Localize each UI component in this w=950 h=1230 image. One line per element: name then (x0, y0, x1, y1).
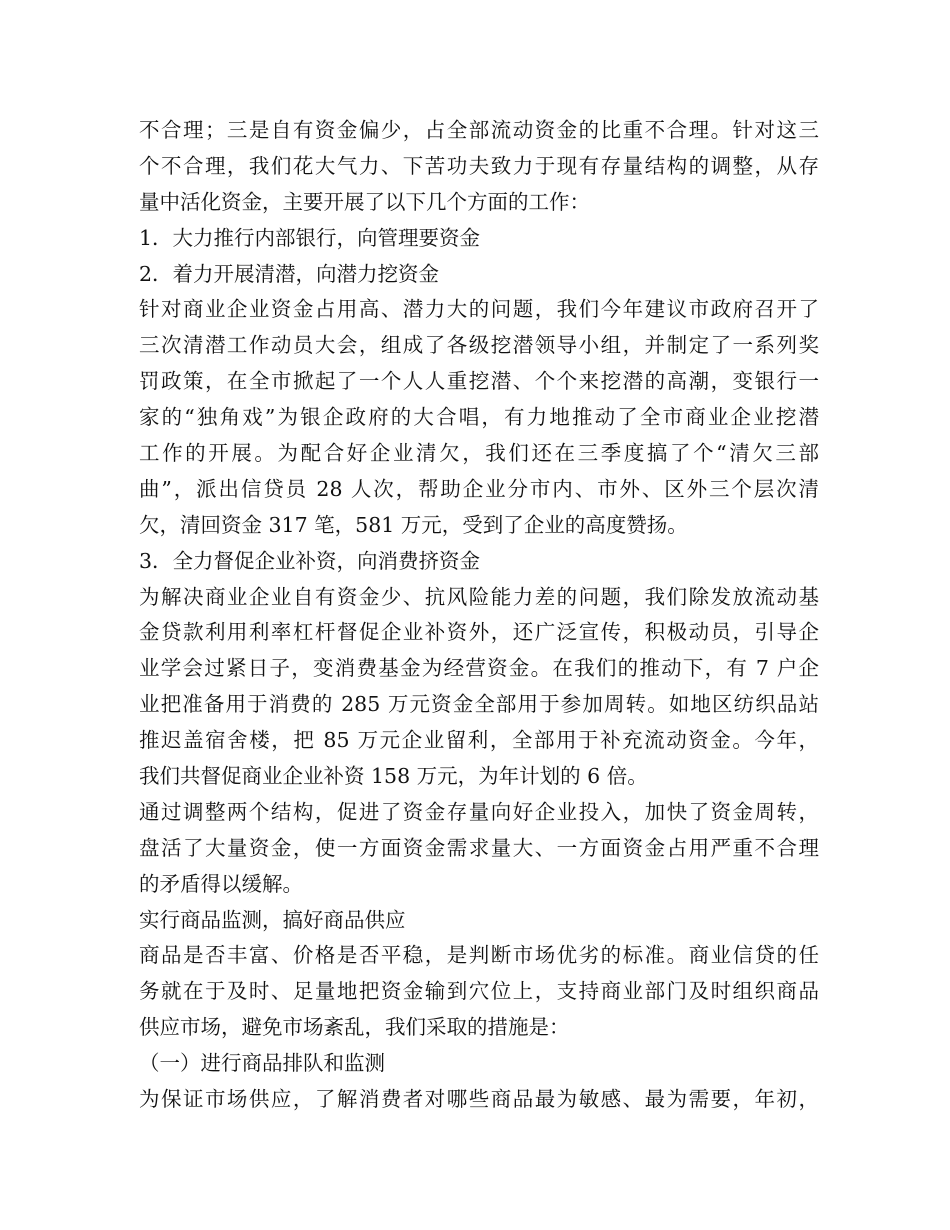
section-heading: （一）进行商品排队和监测 (139, 1051, 385, 1076)
section-heading: 实行商品监测，搞好商品供应 (139, 907, 406, 932)
text-line: 商品是否丰富、价格是否平稳，是判断市场优劣的标准。商业信贷的任 (139, 943, 819, 968)
text-line: 业把准备用于消费的 285 万元资金全部用于参加周转。如地区纺织品站 (139, 692, 819, 717)
text-line: 家的“独角戏”为银企政府的大合唱，有力地推动了全市商业企业挖潜 (139, 405, 819, 430)
body-text (139, 113, 819, 1118)
text-line: 曲”，派出信贷员 28 人次，帮助企业分市内、市外、区外三个层次清 (139, 476, 819, 501)
text-line: 个不合理，我们花大气力、下苦功夫致力于现有存量结构的调整，从存 (139, 153, 819, 178)
text-line: 工作的开展。为配合好企业清欠，我们还在三季度搞了个“清欠三部 (139, 441, 819, 466)
text-line: 盘活了大量资金，使一方面资金需求量大、一方面资金占用严重不合理 (139, 835, 819, 860)
text-line: 的矛盾得以缓解。 (139, 871, 303, 896)
text-line: 罚政策，在全市掀起了一个人人重挖潜、个个来挖潜的高潮，变银行一 (139, 369, 819, 394)
text-line: 我们共督促商业企业补资 158 万元，为年计划的 6 倍。 (139, 764, 648, 789)
text-line: 供应市场，避免市场紊乱，我们采取的措施是： (139, 1015, 570, 1040)
text-line: 针对商业企业资金占用高、潜力大的问题，我们今年建议市政府召开了 (139, 297, 819, 322)
text-line: 务就在于及时、足量地把资金输到穴位上，支持商业部门及时组织商品 (139, 979, 819, 1004)
text-line: 量中活化资金，主要开展了以下几个方面的工作： (139, 189, 590, 214)
text-line: 为保证市场供应，了解消费者对哪些商品最为敏感、最为需要，年初， (139, 1087, 819, 1112)
text-line: 欠，清回资金 317 笔，581 万元，受到了企业的高度赞扬。 (139, 512, 688, 537)
text-line: 业学会过紧日子，变消费基金为经营资金。在我们的推动下，有 7 户企 (139, 656, 819, 681)
text-line: 推迟盖宿舍楼，把 85 万元企业留利，全部用于补充流动资金。今年， (139, 728, 819, 753)
text-line: 金贷款利用利率杠杆督促企业补资外，还广泛宣传，积极动员，引导企 (139, 620, 819, 645)
text-line: 不合理；三是自有资金偏少，占全部流动资金的比重不合理。针对这三 (139, 118, 819, 142)
text-line: 三次清潜工作动员大会，组成了各级挖潜领导小组，并制定了一系列奖 (139, 333, 819, 358)
text-line: 通过调整两个结构，促进了资金存量向好企业投入，加快了资金周转， (139, 799, 819, 824)
section-heading: 3．全力督促企业补资，向消费挤资金 (139, 548, 481, 573)
section-heading: 1．大力推行内部银行，向管理要资金 (139, 225, 481, 250)
text-line: 为解决商业企业自有资金少、抗风险能力差的问题，我们除发放流动基 (139, 584, 819, 609)
section-heading: 2．着力开展清潜，向潜力挖资金 (139, 261, 440, 286)
